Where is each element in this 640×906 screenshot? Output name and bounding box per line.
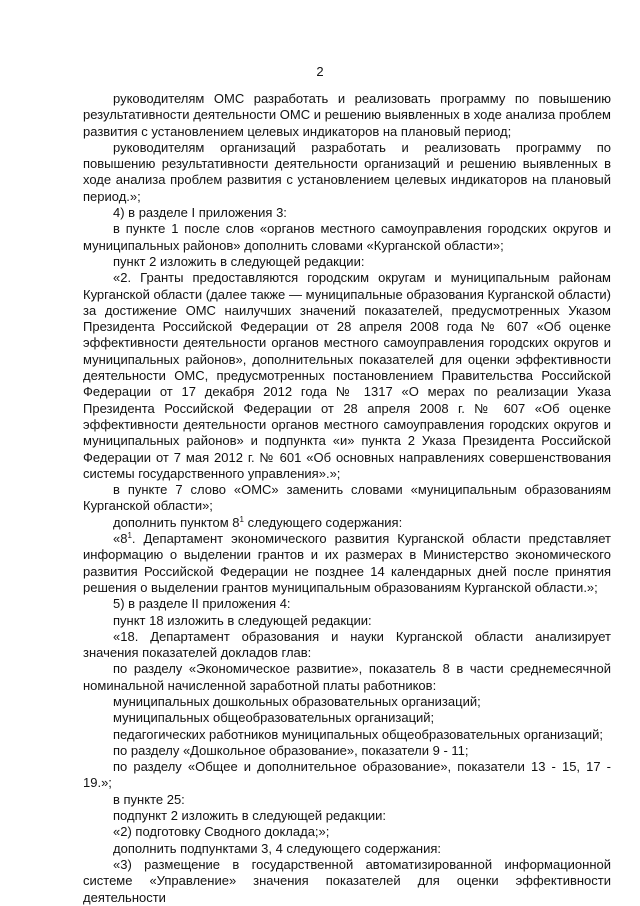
paragraph: руководителям ОМС разработать и реализовать программу по повышению результативности деятельности ОМС и решению выявленных в ходе анализа проблем развития с установлением целевых индикаторов на плановый период; [83,91,611,139]
page-number: 2 [316,64,324,79]
paragraph: пункт 2 изложить в следующей редакции: [113,253,365,269]
paragraph-text: следующего содержания: [244,514,403,530]
paragraph: пункт 18 изложить в следующей редакции: [113,612,372,628]
paragraph-text: . Департамент экономического развития Курганской области представляет информацию о выделении грантов и их размерах в Министерство экономического развития Российской Федерации не позднее 14 календарных дней после принятия решения о выделении грантов муниципальным образованиям Курганской области.»; [83,531,611,595]
paragraph [83,531,611,596]
paragraph: в пункте 7 слово «ОМС» заменить словами «муниципальным образованиям Курганской области»; [83,482,611,514]
paragraph: «2) подготовку Сводного доклада;»; [113,824,330,840]
paragraph-text: дополнить пунктом 8 [113,514,240,530]
document-body [83,91,611,906]
paragraph: по разделу «Экономическое развитие», показатель 8 в части среднемесячной номинальной начисленной заработной платы работников: [83,661,611,693]
paragraph: дополнить подпунктами 3, 4 следующего содержания: [113,840,442,856]
paragraph: в пункте 1 после слов «органов местного самоуправления городских округов и муниципальных районов» дополнить словами «Курганской области»; [83,221,611,253]
paragraph: муниципальных дошкольных образовательных организаций; [113,693,481,709]
paragraph: руководителям организаций разработать и реализовать программу по повышению результативности деятельности организаций и решению выявленных в ходе анализа проблем развития с установлением целевых индикаторов на плановый период.»; [83,139,611,204]
paragraph: 4) в разделе I приложения 3: [113,205,287,221]
paragraph: «2. Гранты предоставляются городским округам и муниципальным районам Курганской области (далее также — муниципальные образования Курганской области) за достижение ОМС наилучших значений показателей, предусмотренных Указом Президента Российской Федерации от 28 апреля 2008 года № 607 «Об оценке эффективности деятельности органов местного самоуправления городских округов и муниципальных районов», дополнительных показателей для оценки эффективности деятельности ОМС, предусмотренных постановлением Правительства Российской Федерации от 17 декабря 2012 года № 1317 «О мерах по реализации Указа Президента Российской Федерации от 28 апреля 2008 г. № 607 «Об оценке эффективности деятельности органов местного самоуправления городских округов и муниципальных районов» и подпункта «и» пункта 2 Указа Президента Российской Федерации от 7 мая 2012 г. № 601 «Об основных направлениях совершенствования системы государственного управления».»; [83,270,611,481]
paragraph: «3) размещение в государственной автоматизированной информационной системе «Управление» значения показателей для оценки эффективности деятельности [83,856,611,905]
paragraph-text: «8 [113,531,128,547]
paragraph: 5) в разделе II приложения 4: [113,596,291,612]
paragraph: по разделу «Общее и дополнительное образование», показатели 13 - 15, 17 - 19.»; [83,759,611,791]
paragraph: муниципальных общеобразовательных организаций; [113,710,435,726]
superscript: 1 [127,531,132,541]
superscript: 1 [239,514,244,524]
paragraph: «18. Департамент образования и науки Курганской области анализирует значения показателей докладов глав: [83,628,611,661]
paragraph [83,515,611,531]
paragraph: в пункте 25: [113,791,185,807]
paragraph: педагогических работников муниципальных общеобразовательных организаций; [113,726,604,742]
paragraph: подпункт 2 изложить в следующей редакции: [113,808,387,824]
paragraph: по разделу «Дошкольное образование», показатели 9 - 11; [113,742,469,758]
